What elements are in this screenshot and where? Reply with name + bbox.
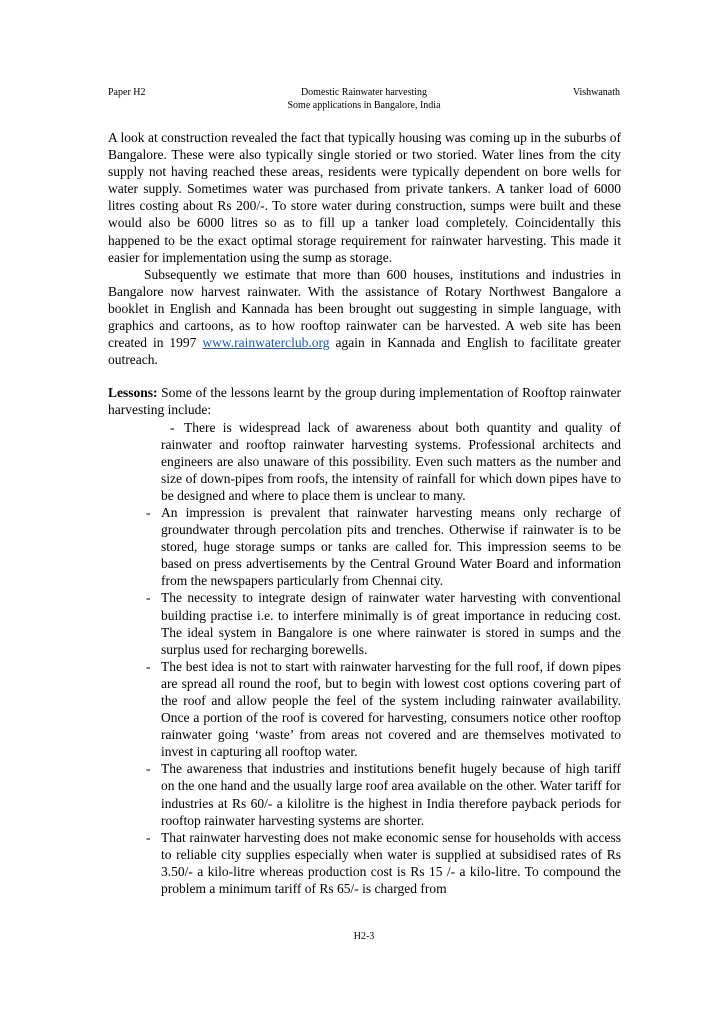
header-title-line1: Domestic Rainwater harvesting bbox=[300, 87, 428, 98]
list-item-text: There is widespread lack of awareness about both quantity and quality of rainwater and rooftop rainwater harvesting systems. Professional architects and engineers are also unaware of this possibility. Even such matters as the number and size of down-pipes from roofs, the intensity of rainfall for which down pipes have to be designed and where to place them is unclear to many. bbox=[161, 419, 621, 503]
list-item bbox=[108, 658, 621, 761]
lessons-list bbox=[108, 419, 621, 898]
list-item-text: An impression is prevalent that rainwater harvesting means only recharge of groundwater through percolation pits and trenches. Otherwise if rainwater is to be stored, huge storage sumps or tanks are called for. This impression seems to be based on press advertisements by the Central Ground Water Board and information from the newspapers particularly from Chennai city. bbox=[161, 504, 621, 589]
header-title-line2: Some applications in Bangalore, India bbox=[287, 100, 441, 111]
list-item bbox=[108, 589, 621, 657]
bullet-dash: - bbox=[170, 419, 175, 435]
paragraph-outreach-text: Subsequently we estimate that more than 600 houses, institutions and industries in Bangalore now harvest rainwater. With the assistance of Rotary Northwest Bangalore a booklet in English and Kannada has been brought out suggesting in simple language, with graphics and cartoons, as to how rooftop rainwater can be harvested. A web site has been created in 1997 bbox=[108, 266, 621, 351]
page-number: H2-3 bbox=[353, 931, 375, 942]
list-item-text: The best idea is not to start with rainwater harvesting for the full roof, if down pipes are spread all round the roof, but to begin with lowest cost options covering part of the roof and allow people the feel of the system including rainwater availability. Once a portion of the roof is covered for harvesting, consumers notice other rooftop rainwater going ‘waste’ from areas not covered and are themselves motivated to invest in capturing all rooftop water. bbox=[161, 658, 621, 760]
bullet-dash: - bbox=[146, 829, 151, 845]
list-item bbox=[108, 419, 621, 504]
list-item-text: The awareness that industries and institutions benefit hugely because of high tariff on the one hand and the usually large roof area available on the other. Water tariff for industries at Rs 60/- a kilolitre is the highest in India therefore payback periods for rooftop rainwater harvesting systems are shorter. bbox=[161, 761, 621, 828]
document-body bbox=[108, 129, 621, 897]
rainwaterclub-link[interactable]: www.rainwaterclub.org bbox=[202, 335, 330, 351]
header-paper-id: Paper H2 bbox=[108, 87, 146, 98]
lessons-intro bbox=[108, 384, 621, 418]
list-item bbox=[108, 760, 621, 828]
bullet-dash: - bbox=[146, 590, 151, 606]
bullet-dash: - bbox=[146, 504, 151, 520]
list-item bbox=[108, 829, 621, 897]
paragraph-construction: A look at construction revealed the fact that typically housing was coming up in the suburbs of Bangalore. These were also typically single storied or two storied. Water lines from the city supply not having reached these areas, residents were typically dependent on bore wells for water supply. Sometimes water was purchased from private tankers. A tanker load of 6000 litres costing about Rs 200/-. To store water during construction, sumps were built and these would also be 6000 litres so as to fill up a tanker load completely. Coincidentally this happened to be the exact optimal storage requirement for rainwater harvesting. This made it easier for implementation using the sump as storage. bbox=[108, 130, 621, 265]
list-item-text: That rainwater harvesting does not make economic sense for households with access to reliable city supplies especially when water is supplied at subsidised rates of Rs 3.50/- a kilo-litre whereas production cost is Rs 15 /- a kilo-litre. To compound the problem a minimum tariff of Rs 65/- is charged from bbox=[161, 829, 621, 897]
header-author: Vishwanath bbox=[572, 87, 620, 98]
lessons-heading: Lessons: bbox=[108, 385, 158, 401]
paragraph-outreach-tail: again in Kannada and English to facilitate greater outreach. bbox=[108, 335, 622, 368]
list-item bbox=[108, 504, 621, 589]
list-item-text: The necessity to integrate design of rainwater water harvesting with conventional building practise i.e. to interfere minimally is of great importance in reducing cost. The ideal system in Bangalore is one where rainwater is stored in sumps and the surplus used for recharging borewells. bbox=[161, 590, 621, 657]
paragraph-outreach bbox=[108, 266, 621, 369]
bullet-dash: - bbox=[146, 658, 151, 674]
lessons-intro-text: Some of the lessons learnt by the group during implementation of Rooftop rainwater harvesting include: bbox=[108, 385, 621, 418]
bullet-dash: - bbox=[146, 761, 151, 777]
